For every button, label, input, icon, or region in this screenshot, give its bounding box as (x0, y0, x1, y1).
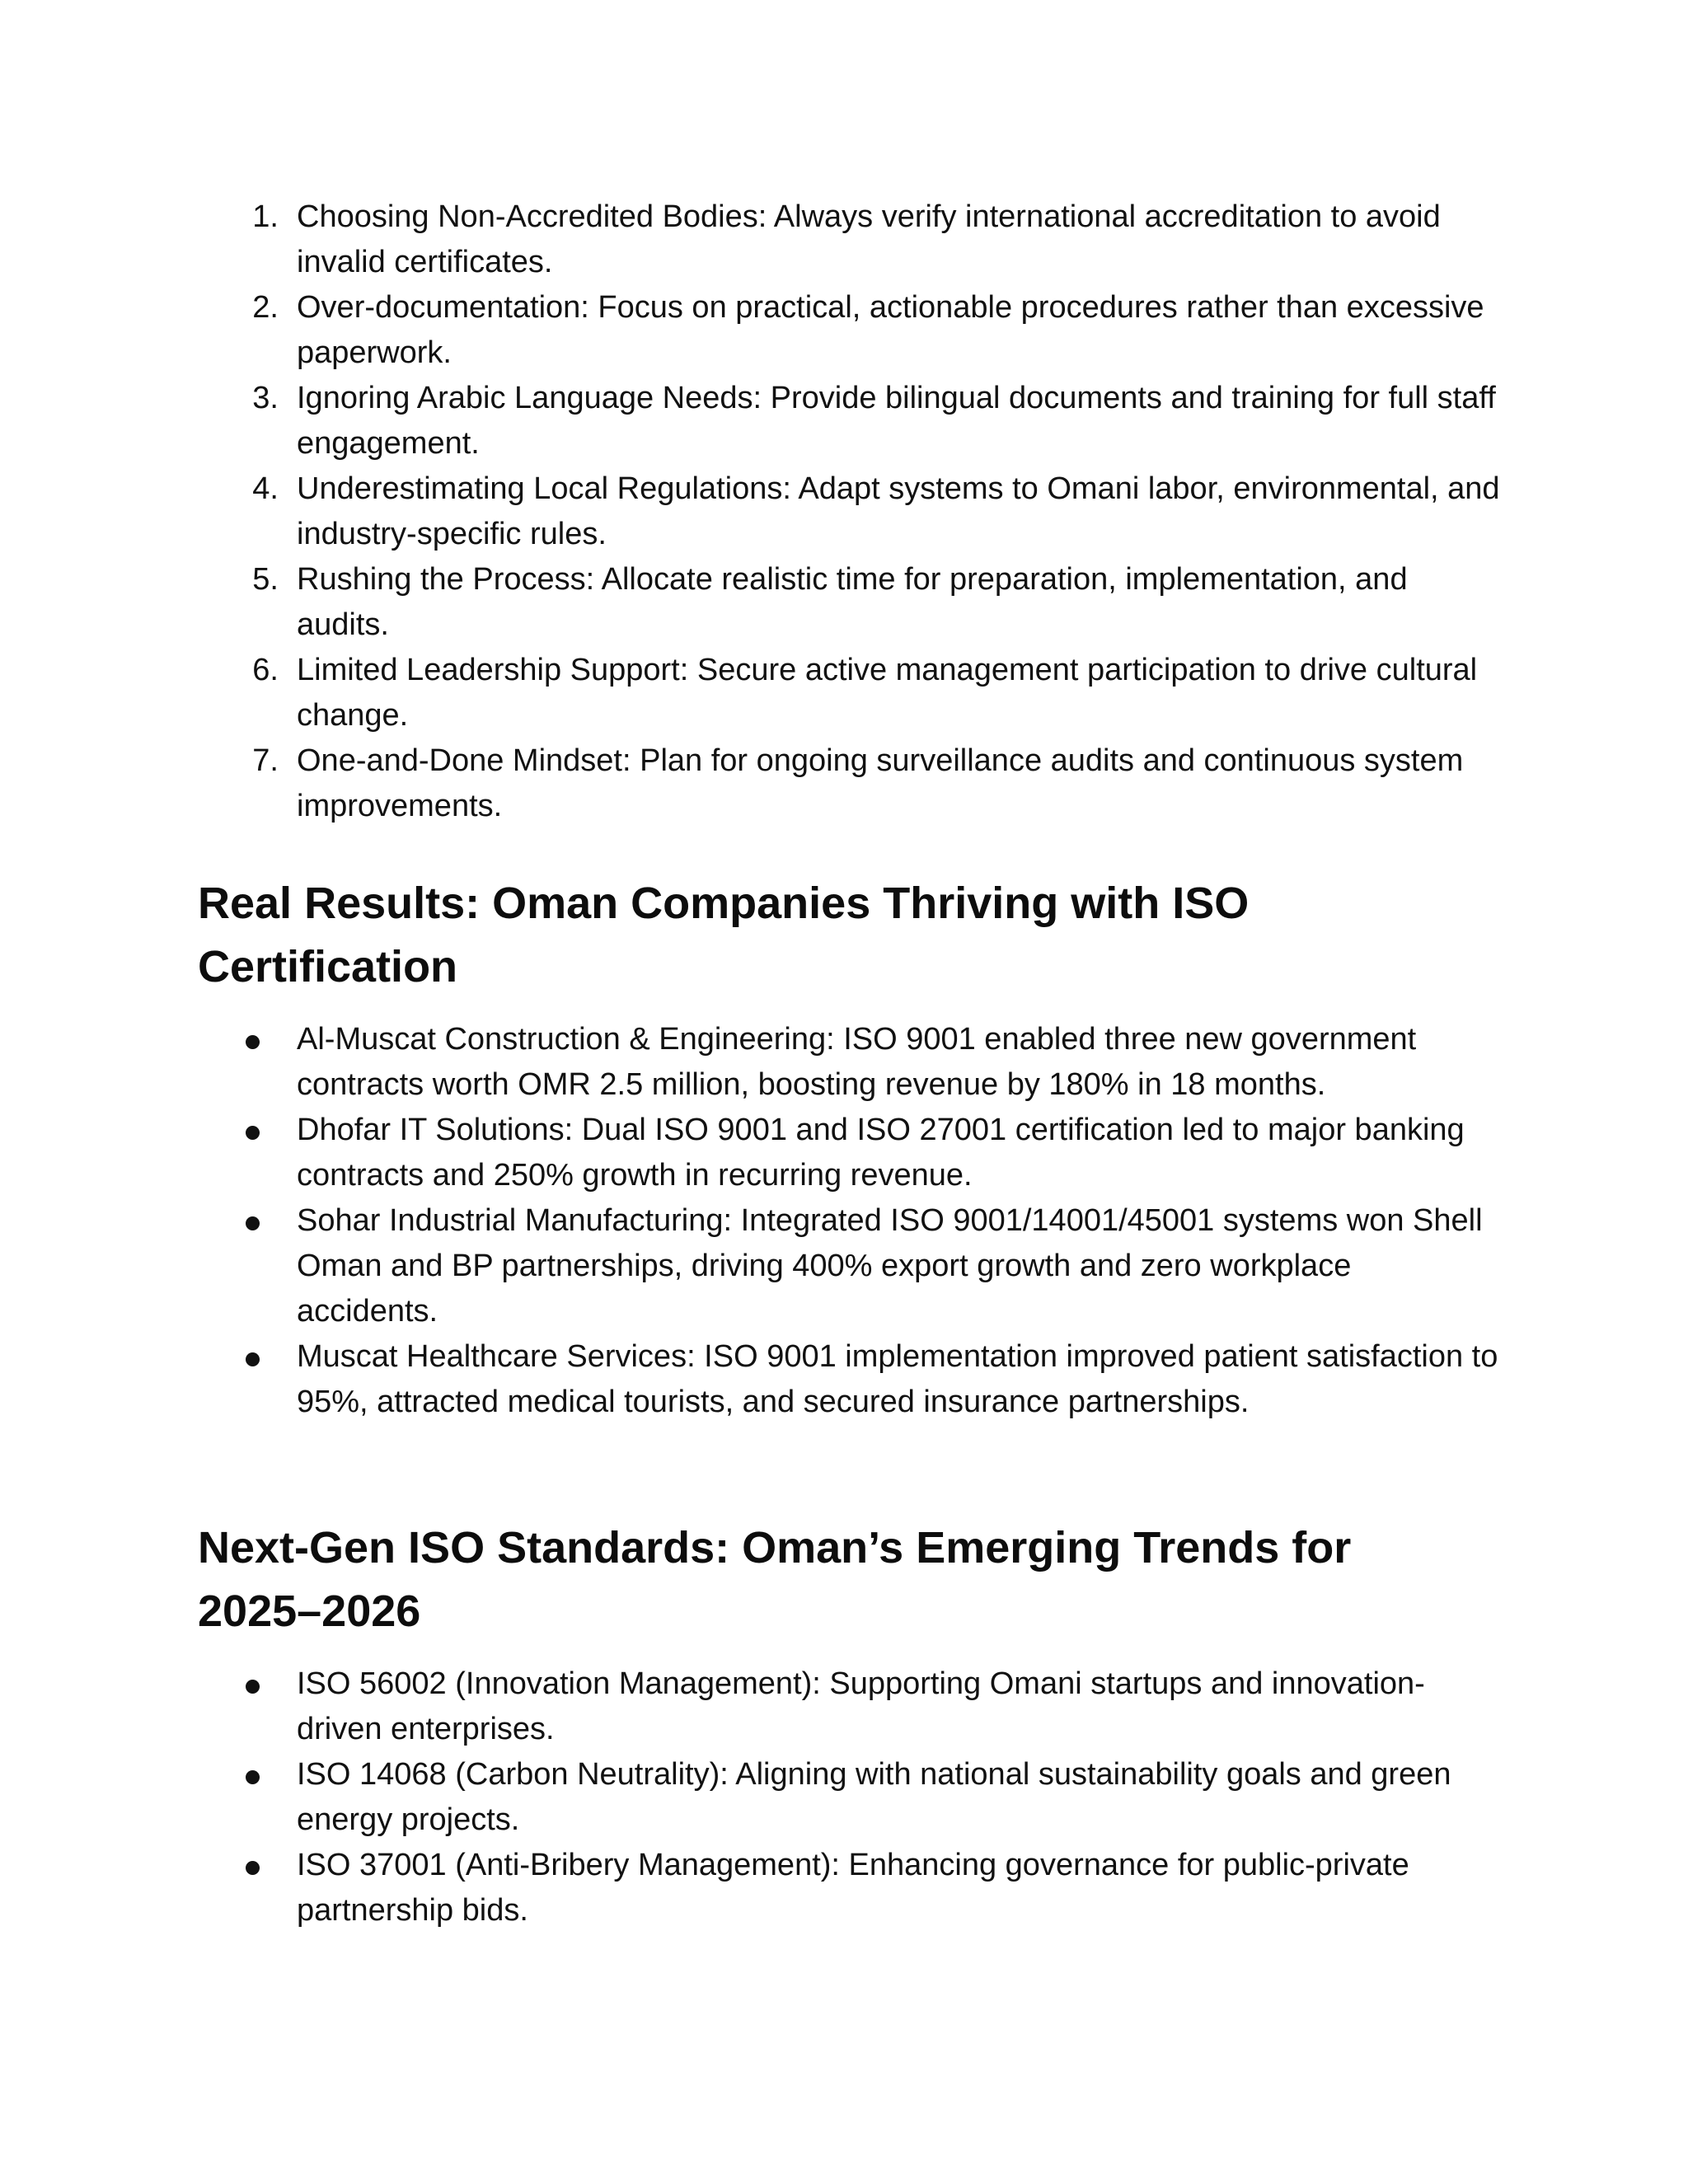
list-item (198, 648, 1500, 738)
bullet-icon (246, 1126, 260, 1140)
list-item-text: Muscat Healthcare Services: ISO 9001 implementation improved patient satisfaction to 95%, attracted medical tourists, and secured insurance partnerships. (297, 1339, 1498, 1419)
list-item-text: ISO 37001 (Anti-Bribery Management): Enhancing governance for public-private partnership bids. (297, 1848, 1409, 1928)
pitfalls-numbered-list (198, 194, 1500, 829)
list-item (198, 376, 1500, 466)
trends-bullet-list (198, 1661, 1500, 1933)
list-item-text: Underestimating Local Regulations: Adapt systems to Omani labor, environmental, and industry-specific rules. (297, 471, 1500, 551)
results-bullet-list (198, 1017, 1500, 1425)
list-item-text: ISO 14068 (Carbon Neutrality): Aligning with national sustainability goals and green energy projects. (297, 1757, 1451, 1837)
list-item-text: Choosing Non-Accredited Bodies: Always verify international accreditation to avoid invalid certificates. (297, 199, 1441, 279)
list-item-text: Al-Muscat Construction & Engineering: ISO 9001 enabled three new government contracts worth OMR 2.5 million, boosting revenue by 180% in 18 months. (297, 1022, 1417, 1102)
list-number: 7. (252, 743, 279, 778)
list-number: 6. (252, 653, 279, 687)
list-item (198, 1108, 1500, 1198)
list-number: 2. (252, 290, 279, 325)
list-item-text: ISO 56002 (Innovation Management): Supporting Omani startups and innovation-driven enterprises. (297, 1666, 1425, 1746)
list-number: 3. (252, 381, 279, 415)
list-item-text: Dhofar IT Solutions: Dual ISO 9001 and ISO 27001 certification led to major banking contracts and 250% growth in recurring revenue. (297, 1113, 1465, 1193)
list-item (198, 557, 1500, 648)
list-item-text: Ignoring Arabic Language Needs: Provide bilingual documents and training for full staff engagement. (297, 381, 1496, 461)
bullet-icon (246, 1352, 260, 1366)
results-heading: Real Results: Oman Companies Thriving with ISO Certification (198, 879, 1250, 991)
list-number: 5. (252, 562, 279, 597)
bullet-icon (246, 1035, 260, 1049)
list-item (198, 285, 1500, 376)
bullet-icon (246, 1680, 260, 1694)
list-number: 4. (252, 471, 279, 506)
list-item (198, 1334, 1500, 1425)
list-item-text: Limited Leadership Support: Secure active management participation to drive cultural change. (297, 653, 1478, 733)
list-item-text: Over-documentation: Focus on practical, actionable procedures rather than excessive paperwork. (297, 290, 1484, 370)
list-item-text: One-and-Done Mindset: Plan for ongoing surveillance audits and continuous system improvements. (297, 743, 1464, 823)
list-item-text: Rushing the Process: Allocate realistic time for preparation, implementation, and audits. (297, 562, 1408, 642)
list-item (198, 738, 1500, 829)
list-item-text: Sohar Industrial Manufacturing: Integrated ISO 9001/14001/45001 systems won Shell Oman and BP partnerships, driving 400% export growth and zero workplace accidents. (297, 1203, 1483, 1329)
list-item (198, 194, 1500, 285)
list-item (198, 1661, 1500, 1752)
bullet-icon (246, 1861, 260, 1875)
list-number: 1. (252, 199, 279, 234)
trends-heading: Next-Gen ISO Standards: Oman’s Emerging Trends for 2025–2026 (198, 1523, 1352, 1636)
bullet-icon (246, 1770, 260, 1784)
list-item (198, 1752, 1500, 1843)
list-item (198, 1198, 1500, 1334)
list-item (198, 466, 1500, 557)
list-item (198, 1017, 1500, 1108)
list-item (198, 1843, 1500, 1933)
bullet-icon (246, 1216, 260, 1230)
